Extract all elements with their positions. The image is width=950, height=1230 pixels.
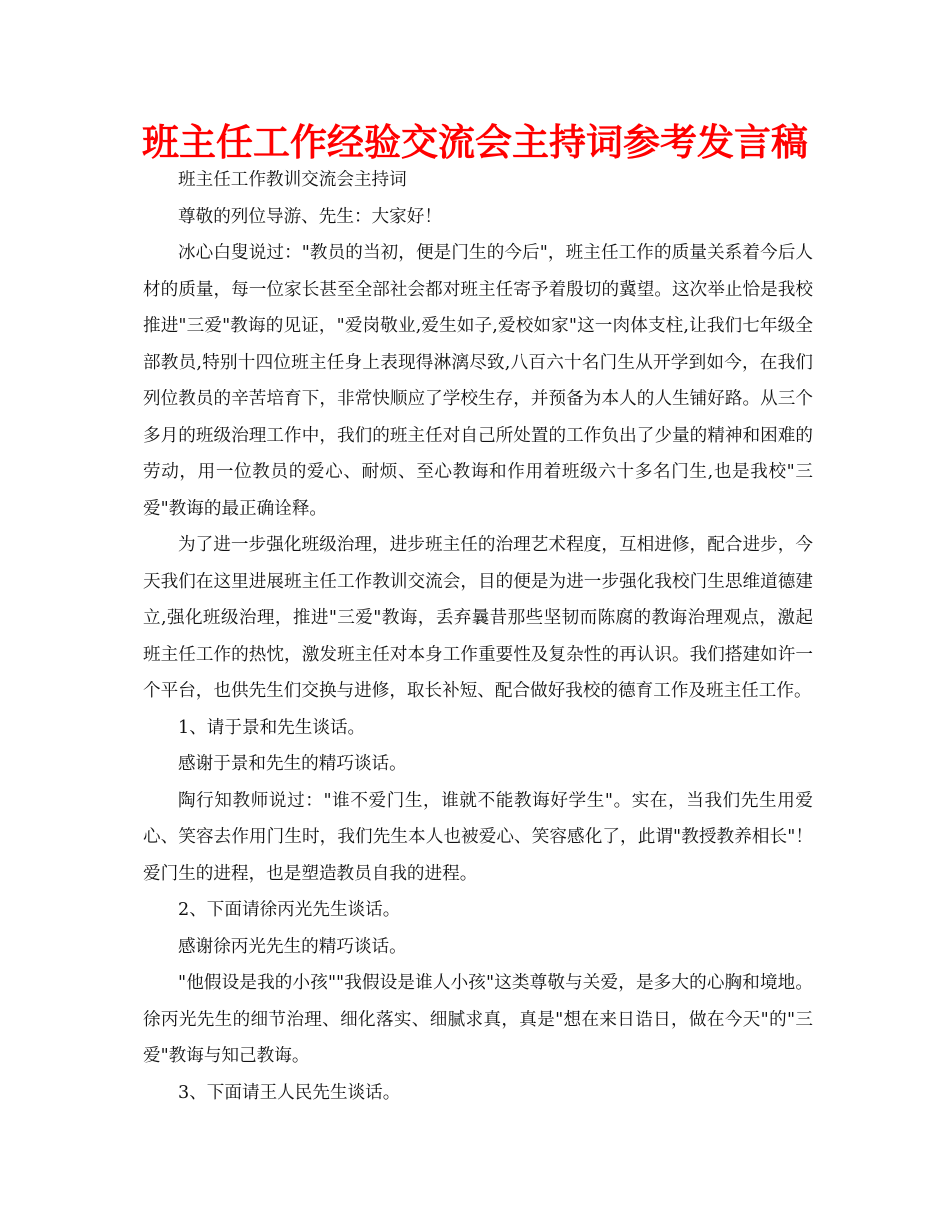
paragraph-subtitle: 班主任工作教训交流会主持词 bbox=[178, 170, 407, 190]
document-title: 班主任工作经验交流会主持词参考发言稿 bbox=[142, 121, 808, 164]
paragraph-item: 1、请于景和先生谈话。 bbox=[178, 717, 366, 738]
paragraph-item: 2、下面请徐丙光先生谈话。 bbox=[178, 900, 401, 920]
paragraph: 冰心白叟说过："教员的当初，便是门生的今后"，班主任工作的质量关系着今后人材的质量，每一位家长甚至全部社会都对班主任寄予着殷切的冀望。这次举止恰是我校推进"三爱"教诲的见证，"爱岗敬业,爱生如子,爱校如家"这一肉体支柱,让我们七年级全部教员,特别十四位班主任身上表现得淋漓尽致,八百六十名门生从开学到如今，在我们列位教员的辛苦培育下，非常快顺应了学校生存，并预备为本人的人生铺好路。从三个多月的班级治理工作中，我们的班主任对自己所处置的工作负出了少量的精神和困难的劳动，用一位教员的爱心、耐烦、至心教诲和作用着班级六十多名门生,也是我校"三爱"教诲的最正确诠释。 bbox=[143, 243, 813, 519]
document-body bbox=[143, 162, 813, 1111]
paragraph-item: 3、下面请王人民先生谈话。 bbox=[178, 1082, 401, 1103]
paragraph: 感谢徐丙光先生的精巧谈话。 bbox=[178, 936, 407, 957]
paragraph: 为了进一步强化班级治理，进步班主任的治理艺术程度，互相进修，配合进步，今天我们在这里进展班主任工作教训交流会，目的便是为进一步强化我校门生思维道德建立,强化班级治理，推进"三爱"教诲，丢弃曩昔那些坚韧而陈腐的教诲治理观点，激起班主任工作的热忱，激发班主任对本身工作重要性及复杂性的再认识。我们搭建如许一个平台，也供先生们交换与进修，取长补短、配合做好我校的德育工作及班主任工作。 bbox=[143, 535, 813, 701]
paragraph: 陶行知教师说过："谁不爱门生，谁就不能教诲好学生"。实在，当我们先生用爱心、笑容去作用门生时，我们先生本人也被爱心、笑容感化了，此谓"教授教养相长"！爱门生的进程，也是塑造教员自我的进程。 bbox=[143, 790, 813, 884]
paragraph: "他假设是我的小孩""我假设是谁人小孩"这类尊敬与关爱，是多大的心胸和境地。徐丙光先生的细节治理、细化落实、细腻求真，真是"想在来日诰日，做在今天"的"三爱"教诲与知己教诲。 bbox=[143, 973, 813, 1066]
paragraph: 感谢于景和先生的精巧谈话。 bbox=[178, 754, 407, 774]
paragraph-greeting: 尊敬的列位导游、先生：大家好！ bbox=[178, 206, 442, 227]
